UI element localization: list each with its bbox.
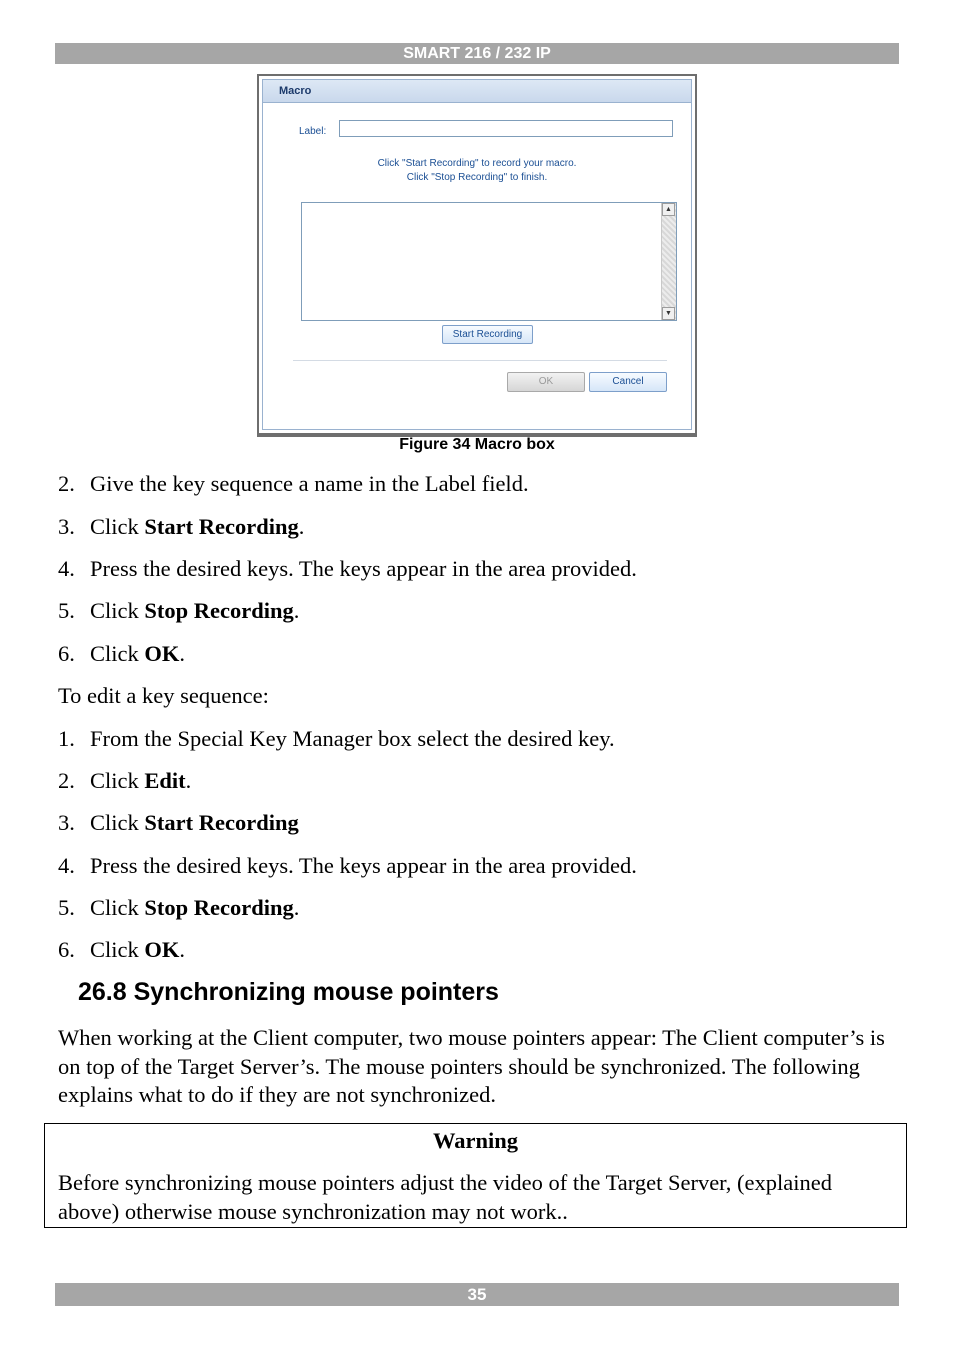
label-input[interactable]	[339, 120, 673, 137]
page-header: SMART 216 / 232 IP	[55, 43, 899, 64]
warning-text: Before synchronizing mouse pointers adjust the video of the Target Server, (explained above) otherwise mouse synchronization may not work..	[58, 1170, 832, 1224]
ok-button[interactable]: OK	[507, 372, 585, 392]
list-item: 3. Click Start Recording	[58, 810, 299, 835]
list-item: 4. Press the desired keys. The keys appear in the area provided.	[58, 556, 637, 581]
list-item: 4. Press the desired keys. The keys appear in the area provided.	[58, 853, 637, 878]
label-field-label: Label:	[299, 126, 327, 137]
section-paragraph: When working at the Client computer, two mouse pointers appear: The Client computer’s is on top of the Target Server’s. The mouse pointers should be synchronized. The following explains what to do if they are not synchronized.	[58, 1025, 885, 1107]
cancel-button[interactable]: Cancel	[589, 372, 667, 392]
warning-title: Warning	[432, 1128, 519, 1153]
macro-keys-area[interactable]	[301, 202, 677, 321]
list-item: 1. From the Special Key Manager box select the desired key.	[58, 726, 615, 751]
edit-intro: To edit a key sequence:	[58, 683, 269, 708]
list-item: 3. Click Start Recording.	[58, 514, 305, 539]
section-heading: 26.8 Synchronizing mouse pointers	[78, 978, 499, 1006]
macro-dialog-frame	[262, 79, 692, 430]
list-item: 2. Click Edit.	[58, 768, 192, 793]
page-number: 35	[55, 1283, 899, 1306]
scroll-up-icon[interactable]: ▲	[662, 203, 675, 216]
warning-box	[44, 1123, 907, 1228]
list-item: 6. Click OK.	[58, 937, 186, 962]
dialog-separator	[293, 360, 667, 361]
macro-dialog-screenshot	[257, 74, 697, 437]
figure-caption: Figure 34 Macro box	[399, 436, 555, 453]
list-item: 5. Click Stop Recording.	[58, 598, 300, 623]
instruction-line-2: Click "Stop Recording" to finish.	[406, 172, 548, 183]
list-item: 5. Click Stop Recording.	[58, 895, 300, 920]
vertical-scrollbar[interactable]	[661, 203, 676, 320]
dialog-title-bar	[263, 80, 691, 103]
list-item: 2. Give the key sequence a name in the Label field.	[58, 471, 529, 496]
dialog-title: Macro	[279, 85, 312, 97]
list-item: 6. Click OK.	[58, 641, 186, 666]
start-recording-button[interactable]: Start Recording	[442, 325, 533, 344]
scroll-down-icon[interactable]: ▼	[662, 307, 675, 320]
instruction-line-1: Click "Start Recording" to record your macro.	[377, 158, 577, 169]
